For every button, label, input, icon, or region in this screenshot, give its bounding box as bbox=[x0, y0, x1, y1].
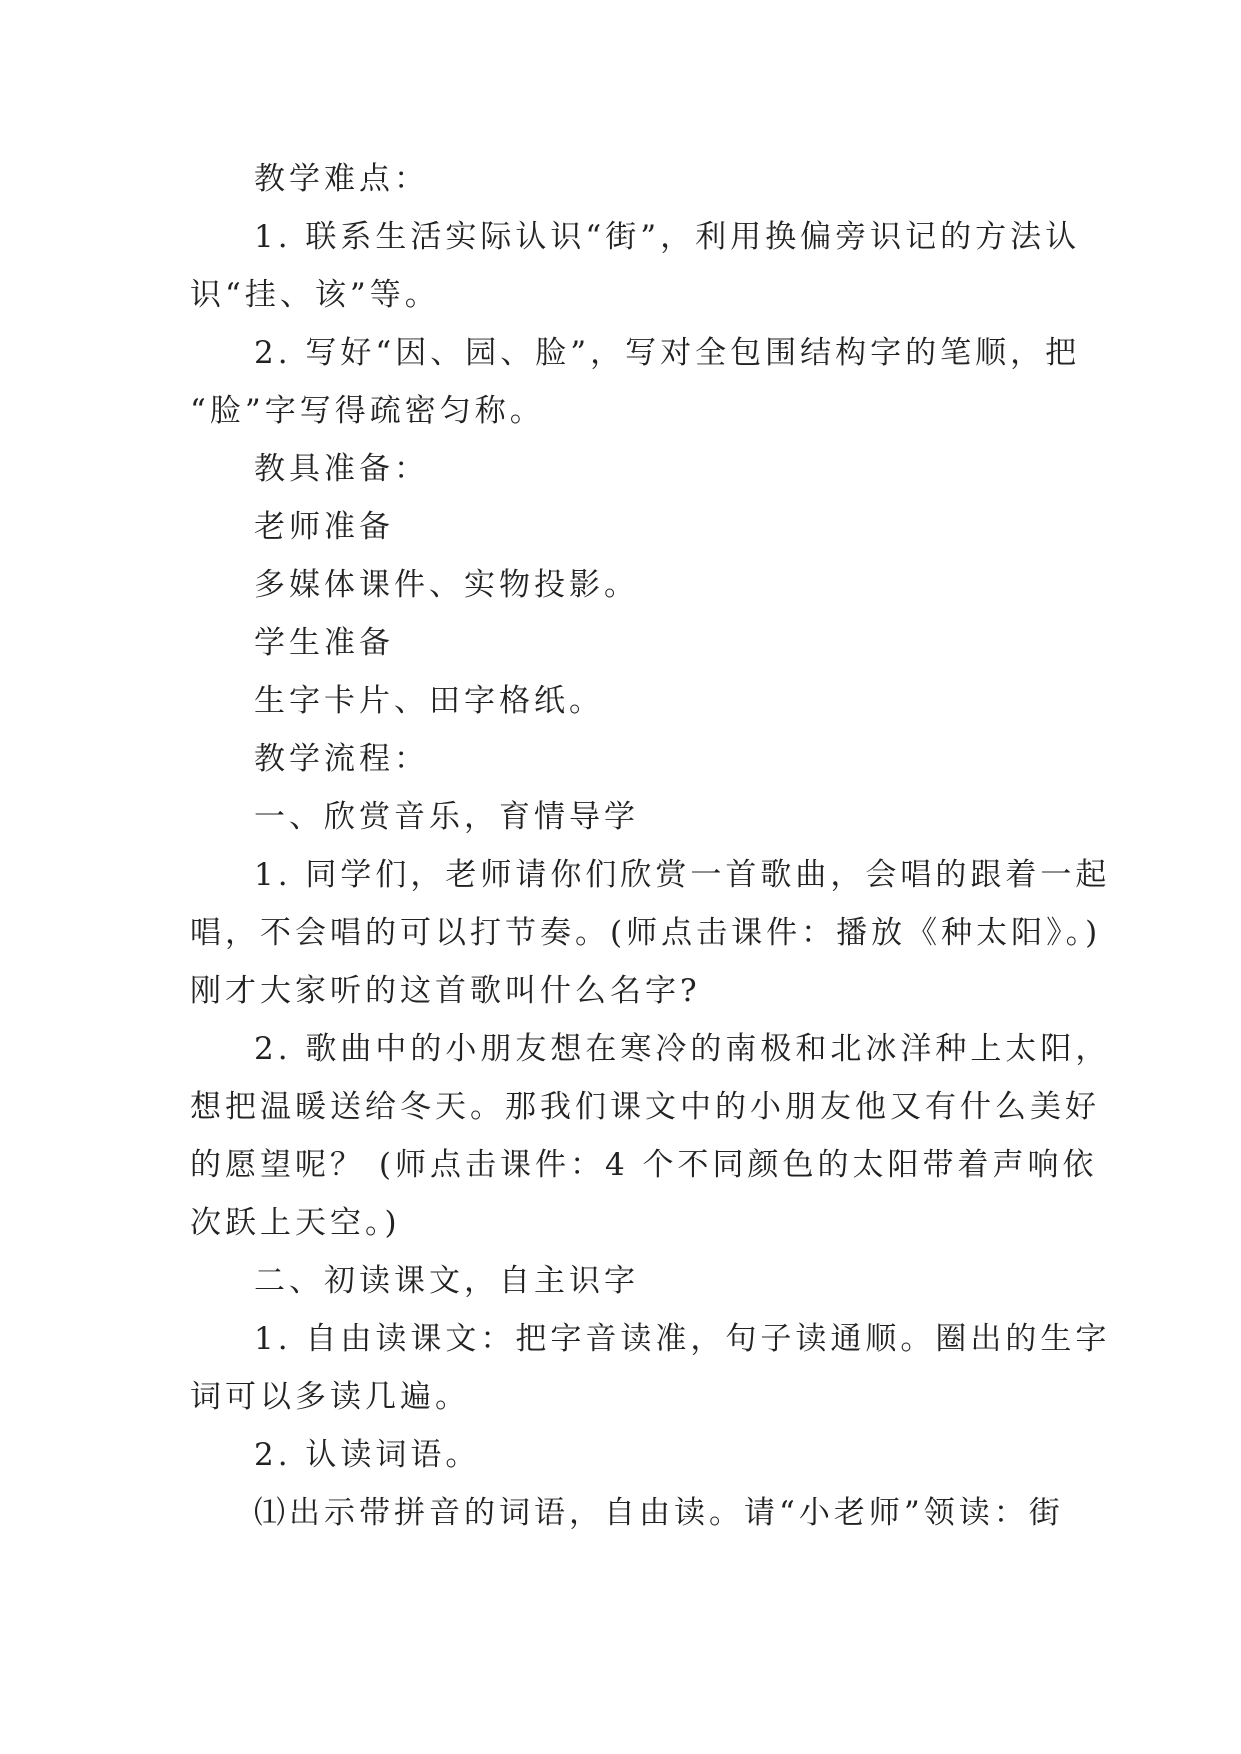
paragraph-line: ⑴出示带拼音的词语，自由读。请“小老师”领读：街 bbox=[254, 1495, 1064, 1531]
subheading-student-prep: 学生准备 bbox=[254, 625, 394, 661]
paragraph-line: 刚才大家听的这首歌叫什么名字? bbox=[190, 973, 701, 1009]
section-heading-1: 一、欣赏音乐，育情导学 bbox=[254, 799, 639, 835]
paragraph-line: 的愿望呢？ (师点击课件：4 个不同颜色的太阳带着声响依 bbox=[190, 1147, 1098, 1183]
paragraph-line: 1. 自由读课文：把字音读准，句子读通顺。圈出的生字 bbox=[254, 1321, 1111, 1357]
heading-teaching-process: 教学流程： bbox=[254, 741, 429, 777]
paragraph-line: 想把温暖送给冬天。那我们课文中的小朋友他又有什么美好 bbox=[190, 1089, 1100, 1125]
paragraph-line: 识“挂、该”等。 bbox=[190, 277, 440, 313]
paragraph-line: 2. 写好“因、园、脸”，写对全包围结构字的笔顺，把 bbox=[254, 335, 1081, 371]
paragraph-line: “脸”字写得疏密匀称。 bbox=[190, 393, 545, 429]
paragraph-line: 1. 联系生活实际认识“街”，利用换偏旁识记的方法认 bbox=[254, 219, 1081, 255]
paragraph-line: 2. 歌曲中的小朋友想在寒冷的南极和北冰洋种上太阳， bbox=[254, 1031, 1111, 1067]
section-heading-2: 二、初读课文，自主识字 bbox=[254, 1263, 639, 1299]
paragraph-line: 2. 认读词语。 bbox=[254, 1437, 481, 1473]
document-body bbox=[190, 150, 1111, 1542]
paragraph-line: 词可以多读几遍。 bbox=[190, 1379, 470, 1415]
heading-teaching-difficulties: 教学难点： bbox=[254, 161, 429, 197]
heading-teaching-aids: 教具准备： bbox=[254, 451, 429, 487]
paragraph-line: 唱，不会唱的可以打节奏。(师点击课件：播放《种太阳》。) bbox=[190, 915, 1102, 951]
paragraph-line: 次跃上天空。) bbox=[190, 1205, 401, 1241]
subheading-teacher-prep: 老师准备 bbox=[254, 509, 394, 545]
paragraph-line: 1. 同学们，老师请你们欣赏一首歌曲，会唱的跟着一起 bbox=[254, 857, 1111, 893]
paragraph-line: 多媒体课件、实物投影。 bbox=[254, 567, 639, 603]
paragraph-line: 生字卡片、田字格纸。 bbox=[254, 683, 604, 719]
